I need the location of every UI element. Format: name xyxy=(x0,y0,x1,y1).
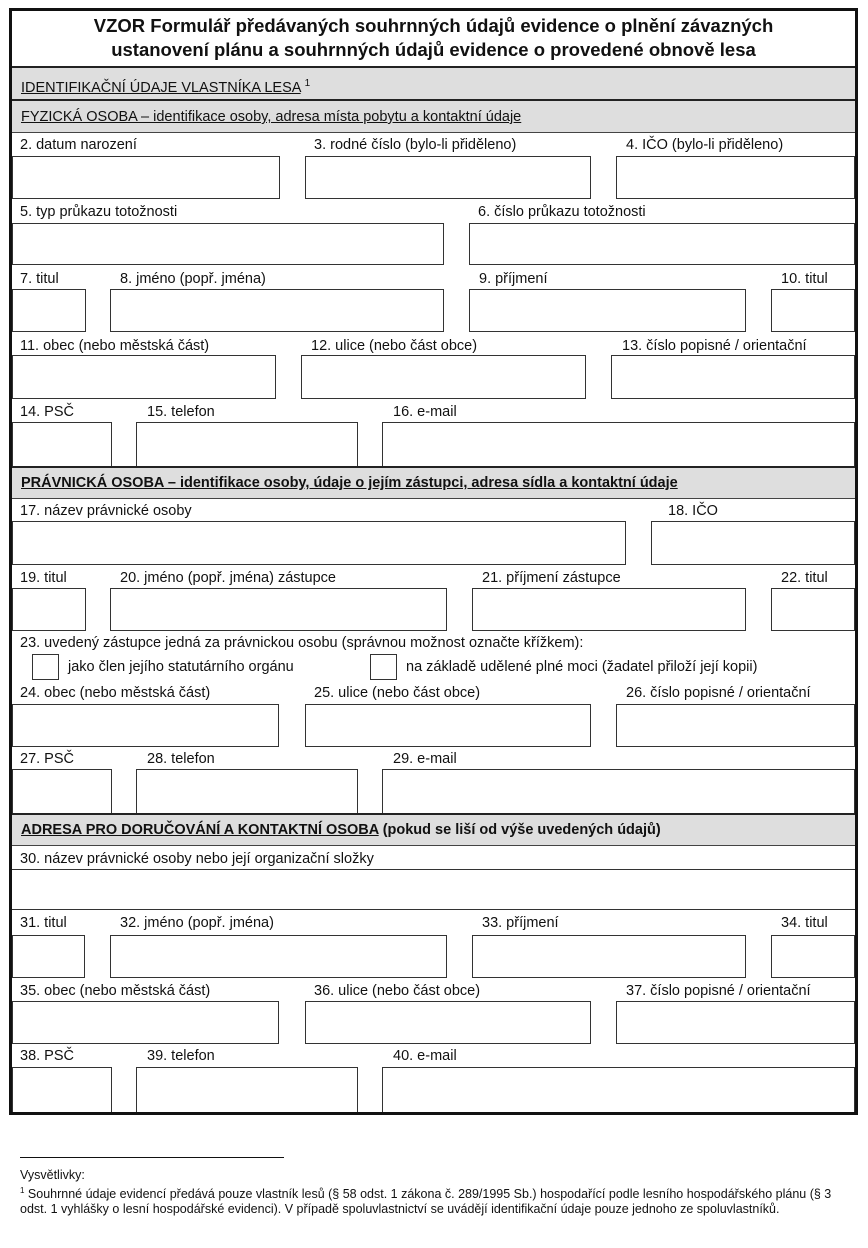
label-statutory-body: jako člen jejího statutárního orgánu xyxy=(68,659,294,675)
footnote-heading: Vysvětlivky: xyxy=(20,1168,85,1182)
label-phone: 15. telefon xyxy=(147,404,215,420)
label-house-number: 13. číslo popisné / orientační xyxy=(622,338,807,354)
label-legal-name: 17. název právnické osoby xyxy=(20,503,192,519)
birth-date-input[interactable] xyxy=(12,156,280,199)
label-delivery-email: 40. e-mail xyxy=(393,1048,457,1064)
form-title-line1: VZOR Formulář předávaných souhrnných údajů evidence o plnění závazných xyxy=(93,15,774,36)
house-number-input[interactable] xyxy=(611,355,855,399)
label-delivery-phone: 39. telefon xyxy=(147,1048,215,1064)
delivery-municipality-input[interactable] xyxy=(12,1001,279,1044)
label-rep-title-after: 22. titul xyxy=(781,570,828,586)
label-delivery-municipality: 35. obec (nebo městská část) xyxy=(20,983,211,999)
postcode-input[interactable] xyxy=(12,422,112,467)
delivery-heading-note: (pokud se liší od výše uvedených údajů) xyxy=(378,822,661,838)
label-street: 12. ulice (nebo část obce) xyxy=(311,338,478,354)
legal-email-input[interactable] xyxy=(382,769,855,814)
municipality-input[interactable] xyxy=(12,355,276,399)
footnote-1 xyxy=(20,1183,840,1217)
label-delivery-postcode: 38. PSČ xyxy=(20,1048,74,1064)
checkbox-statutory-body[interactable] xyxy=(32,654,59,680)
label-surname: 9. příjmení xyxy=(479,271,548,287)
rep-title-before-input[interactable] xyxy=(12,588,86,631)
label-birth-date: 2. datum narození xyxy=(20,137,137,153)
rep-title-after-input[interactable] xyxy=(771,588,855,631)
delivery-title-after-input[interactable] xyxy=(771,935,855,978)
label-rep-authority: 23. uvedený zástupce jedná za právnickou osobu (správnou možnost označte křížkem): xyxy=(20,635,584,651)
label-delivery-street: 36. ulice (nebo část obce) xyxy=(314,983,481,999)
natural-person-heading-text: FYZICKÁ OSOBA – identifikace osoby, adresa místa pobytu a kontaktní údaje xyxy=(21,109,522,125)
id-card-number-input[interactable] xyxy=(469,223,855,265)
legal-house-number-input[interactable] xyxy=(616,704,855,747)
legal-name-input[interactable] xyxy=(12,521,626,565)
ico-input[interactable] xyxy=(616,156,855,199)
label-legal-phone: 28. telefon xyxy=(147,751,215,767)
rep-first-name-input[interactable] xyxy=(110,588,447,631)
section-heading-natural-person xyxy=(12,99,855,133)
delivery-surname-input[interactable] xyxy=(472,935,746,978)
label-id-card-type: 5. typ průkazu totožnosti xyxy=(20,204,178,220)
delivery-house-number-input[interactable] xyxy=(616,1001,855,1044)
label-delivery-title-before: 31. titul xyxy=(20,915,67,931)
section-heading-owner xyxy=(12,66,855,100)
section-heading-delivery xyxy=(12,813,855,846)
legal-phone-input[interactable] xyxy=(136,769,358,814)
form-title-line2: ustanovení plánu a souhrnných údajů evidence o provedené obnově lesa xyxy=(111,39,756,60)
delivery-phone-input[interactable] xyxy=(136,1067,358,1112)
form-title xyxy=(12,10,855,66)
divider xyxy=(12,909,855,910)
delivery-title-before-input[interactable] xyxy=(12,935,85,978)
label-delivery-house-number: 37. číslo popisné / orientační xyxy=(626,983,811,999)
label-legal-ico: 18. IČO xyxy=(668,503,718,519)
footnote-1-text: Souhrnné údaje evidencí předává pouze vlastník lesů (§ 58 odst. 1 zákona č. 289/1995 Sb.) hospodařící podle lesního hospodářského plánu (§ 3 odst. 1 vyhlášky o lesní hospodářské evidenci). V případě spoluvlastnictví se uvádějí identifikační údaje pouze jednoho ze spoluvlastníků. xyxy=(20,1187,832,1217)
label-delivery-surname: 33. příjmení xyxy=(482,915,559,931)
legal-postcode-input[interactable] xyxy=(12,769,112,814)
legal-ico-input[interactable] xyxy=(651,521,855,565)
street-input[interactable] xyxy=(301,355,586,399)
section-heading-legal-person xyxy=(12,466,855,499)
label-id-card-number: 6. číslo průkazu totožnosti xyxy=(478,204,646,220)
label-title-after: 10. titul xyxy=(781,271,828,287)
email-input[interactable] xyxy=(382,422,855,467)
label-first-name: 8. jméno (popř. jména) xyxy=(120,271,266,287)
label-legal-email: 29. e-mail xyxy=(393,751,457,767)
rep-surname-input[interactable] xyxy=(472,588,746,631)
title-before-input[interactable] xyxy=(12,289,86,332)
delivery-first-name-input[interactable] xyxy=(110,935,447,978)
delivery-email-input[interactable] xyxy=(382,1067,855,1112)
label-delivery-org-name: 30. název právnické osoby nebo její organizační složky xyxy=(20,851,374,867)
label-delivery-title-after: 34. titul xyxy=(781,915,828,931)
label-municipality: 11. obec (nebo městská část) xyxy=(20,338,210,354)
label-legal-house-number: 26. číslo popisné / orientační xyxy=(626,685,811,701)
delivery-postcode-input[interactable] xyxy=(12,1067,112,1112)
label-rep-title-before: 19. titul xyxy=(20,570,67,586)
label-postcode: 14. PSČ xyxy=(20,404,74,420)
label-delivery-first-name: 32. jméno (popř. jména) xyxy=(120,915,274,931)
label-legal-street: 25. ulice (nebo část obce) xyxy=(314,685,481,701)
label-rep-surname: 21. příjmení zástupce xyxy=(482,570,621,586)
legal-street-input[interactable] xyxy=(305,704,591,747)
footnote-separator xyxy=(20,1157,284,1158)
owner-heading-text: IDENTIFIKAČNÍ ÚDAJE VLASTNÍKA LESA xyxy=(21,79,301,96)
checkbox-power-of-attorney[interactable] xyxy=(370,654,397,680)
first-name-input[interactable] xyxy=(110,289,444,332)
legal-person-heading-text: PRÁVNICKÁ OSOBA – identifikace osoby, údaje o jejím zástupci, adresa sídla a kontaktní údaje xyxy=(21,475,678,491)
label-email: 16. e-mail xyxy=(393,404,457,420)
id-card-type-input[interactable] xyxy=(12,223,444,265)
birth-number-input[interactable] xyxy=(305,156,591,199)
label-rep-first-name: 20. jméno (popř. jména) zástupce xyxy=(120,570,336,586)
label-title-before: 7. titul xyxy=(20,271,59,287)
label-legal-municipality: 24. obec (nebo městská část) xyxy=(20,685,211,701)
footnote-1-mark: 1 xyxy=(20,1186,25,1195)
footnote-ref: 1 xyxy=(304,78,311,89)
legal-municipality-input[interactable] xyxy=(12,704,279,747)
surname-input[interactable] xyxy=(469,289,746,332)
delivery-street-input[interactable] xyxy=(305,1001,591,1044)
title-after-input[interactable] xyxy=(771,289,855,332)
delivery-org-name-input[interactable] xyxy=(12,870,855,910)
label-ico: 4. IČO (bylo-li přiděleno) xyxy=(626,137,784,153)
label-power-of-attorney: na základě udělené plné moci (žadatel přiloží její kopii) xyxy=(406,659,758,675)
label-legal-postcode: 27. PSČ xyxy=(20,751,74,767)
label-birth-number: 3. rodné číslo (bylo-li přiděleno) xyxy=(314,137,517,153)
phone-input[interactable] xyxy=(136,422,358,467)
delivery-heading-text: ADRESA PRO DORUČOVÁNÍ A KONTAKTNÍ OSOBA xyxy=(21,822,379,838)
